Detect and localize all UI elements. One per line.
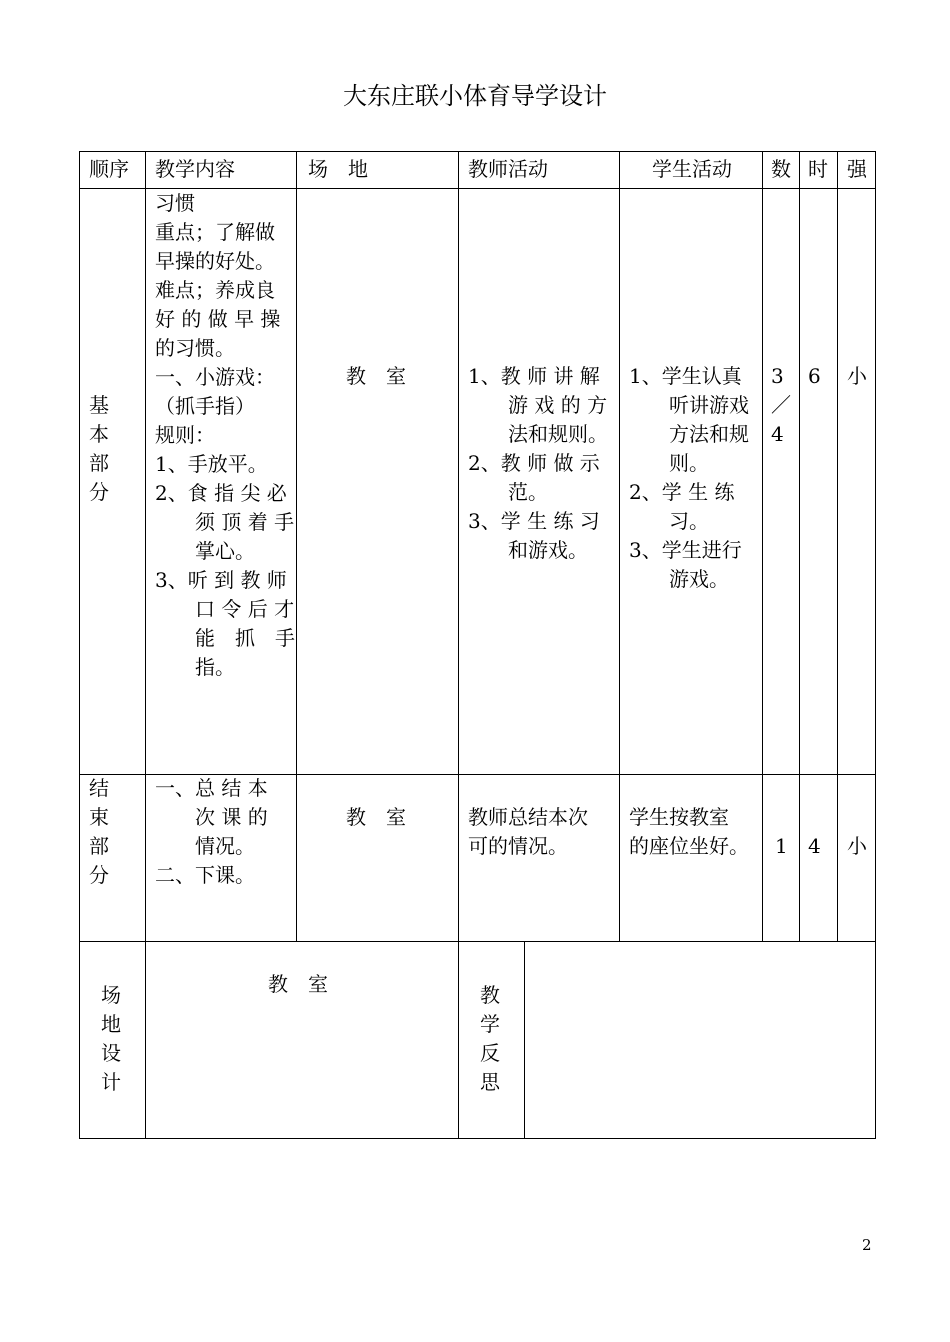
- basic-teacher-activity: 1、教 师 讲 解 游 戏 的 方 法和规则。 2、教 师 做 示 范。 3、学 生 练 习 和游戏。: [468, 364, 608, 562]
- reflection-label: 教 学 反 思: [480, 983, 500, 1094]
- basic-section-label: 基 本 部 分: [89, 393, 109, 504]
- venue-design-value: 教 室: [268, 972, 328, 996]
- header-venue: 场 地: [308, 157, 368, 181]
- closing-section-label: 结 束 部 分: [89, 776, 109, 887]
- basic-intensity: 小: [847, 364, 867, 388]
- header-intensity: 强: [847, 157, 867, 181]
- basic-count: 3 ／ 4: [771, 364, 791, 446]
- header-order: 顺序: [89, 157, 129, 181]
- page-number: 2: [862, 1236, 872, 1254]
- basic-venue: 教 室: [346, 364, 406, 388]
- document-title: 大东庄联小体育导学设计: [343, 82, 607, 110]
- header-student: 学生活动: [652, 157, 732, 181]
- header-count: 数: [771, 157, 791, 181]
- header-time: 时: [808, 157, 828, 181]
- closing-time: 4: [808, 834, 821, 858]
- closing-teacher-activity: 教师总结本次 可的情况。: [468, 805, 588, 858]
- basic-time: 6: [808, 364, 821, 388]
- basic-content: 习惯 重点；了解做 早操的好处。 难点；养成良 好 的 做 早 操 的习惯。 一、小游戏： （抓手指） 规则： 1、手放平。 2、食 指 尖 必 须 顶 着 手 掌心。 3、听 到 教 师 口 令 后 才 能 抓 手 指。: [155, 191, 295, 679]
- closing-count: 1: [775, 834, 788, 858]
- closing-venue: 教 室: [346, 805, 406, 829]
- venue-design-label: 场 地 设 计: [101, 983, 121, 1094]
- closing-content: 一、总 结 本 次 课 的 情况。 二、下课。: [155, 776, 268, 887]
- header-content: 教学内容: [155, 157, 235, 181]
- header-teacher: 教师活动: [468, 157, 548, 181]
- closing-student-activity: 学生按教室 的座位坐好。: [629, 805, 749, 858]
- basic-student-activity: 1、学生认真 听讲游戏 方法和规 则。 2、学 生 练 习。 3、学生进行 游戏。: [629, 364, 749, 591]
- closing-intensity: 小: [847, 834, 867, 858]
